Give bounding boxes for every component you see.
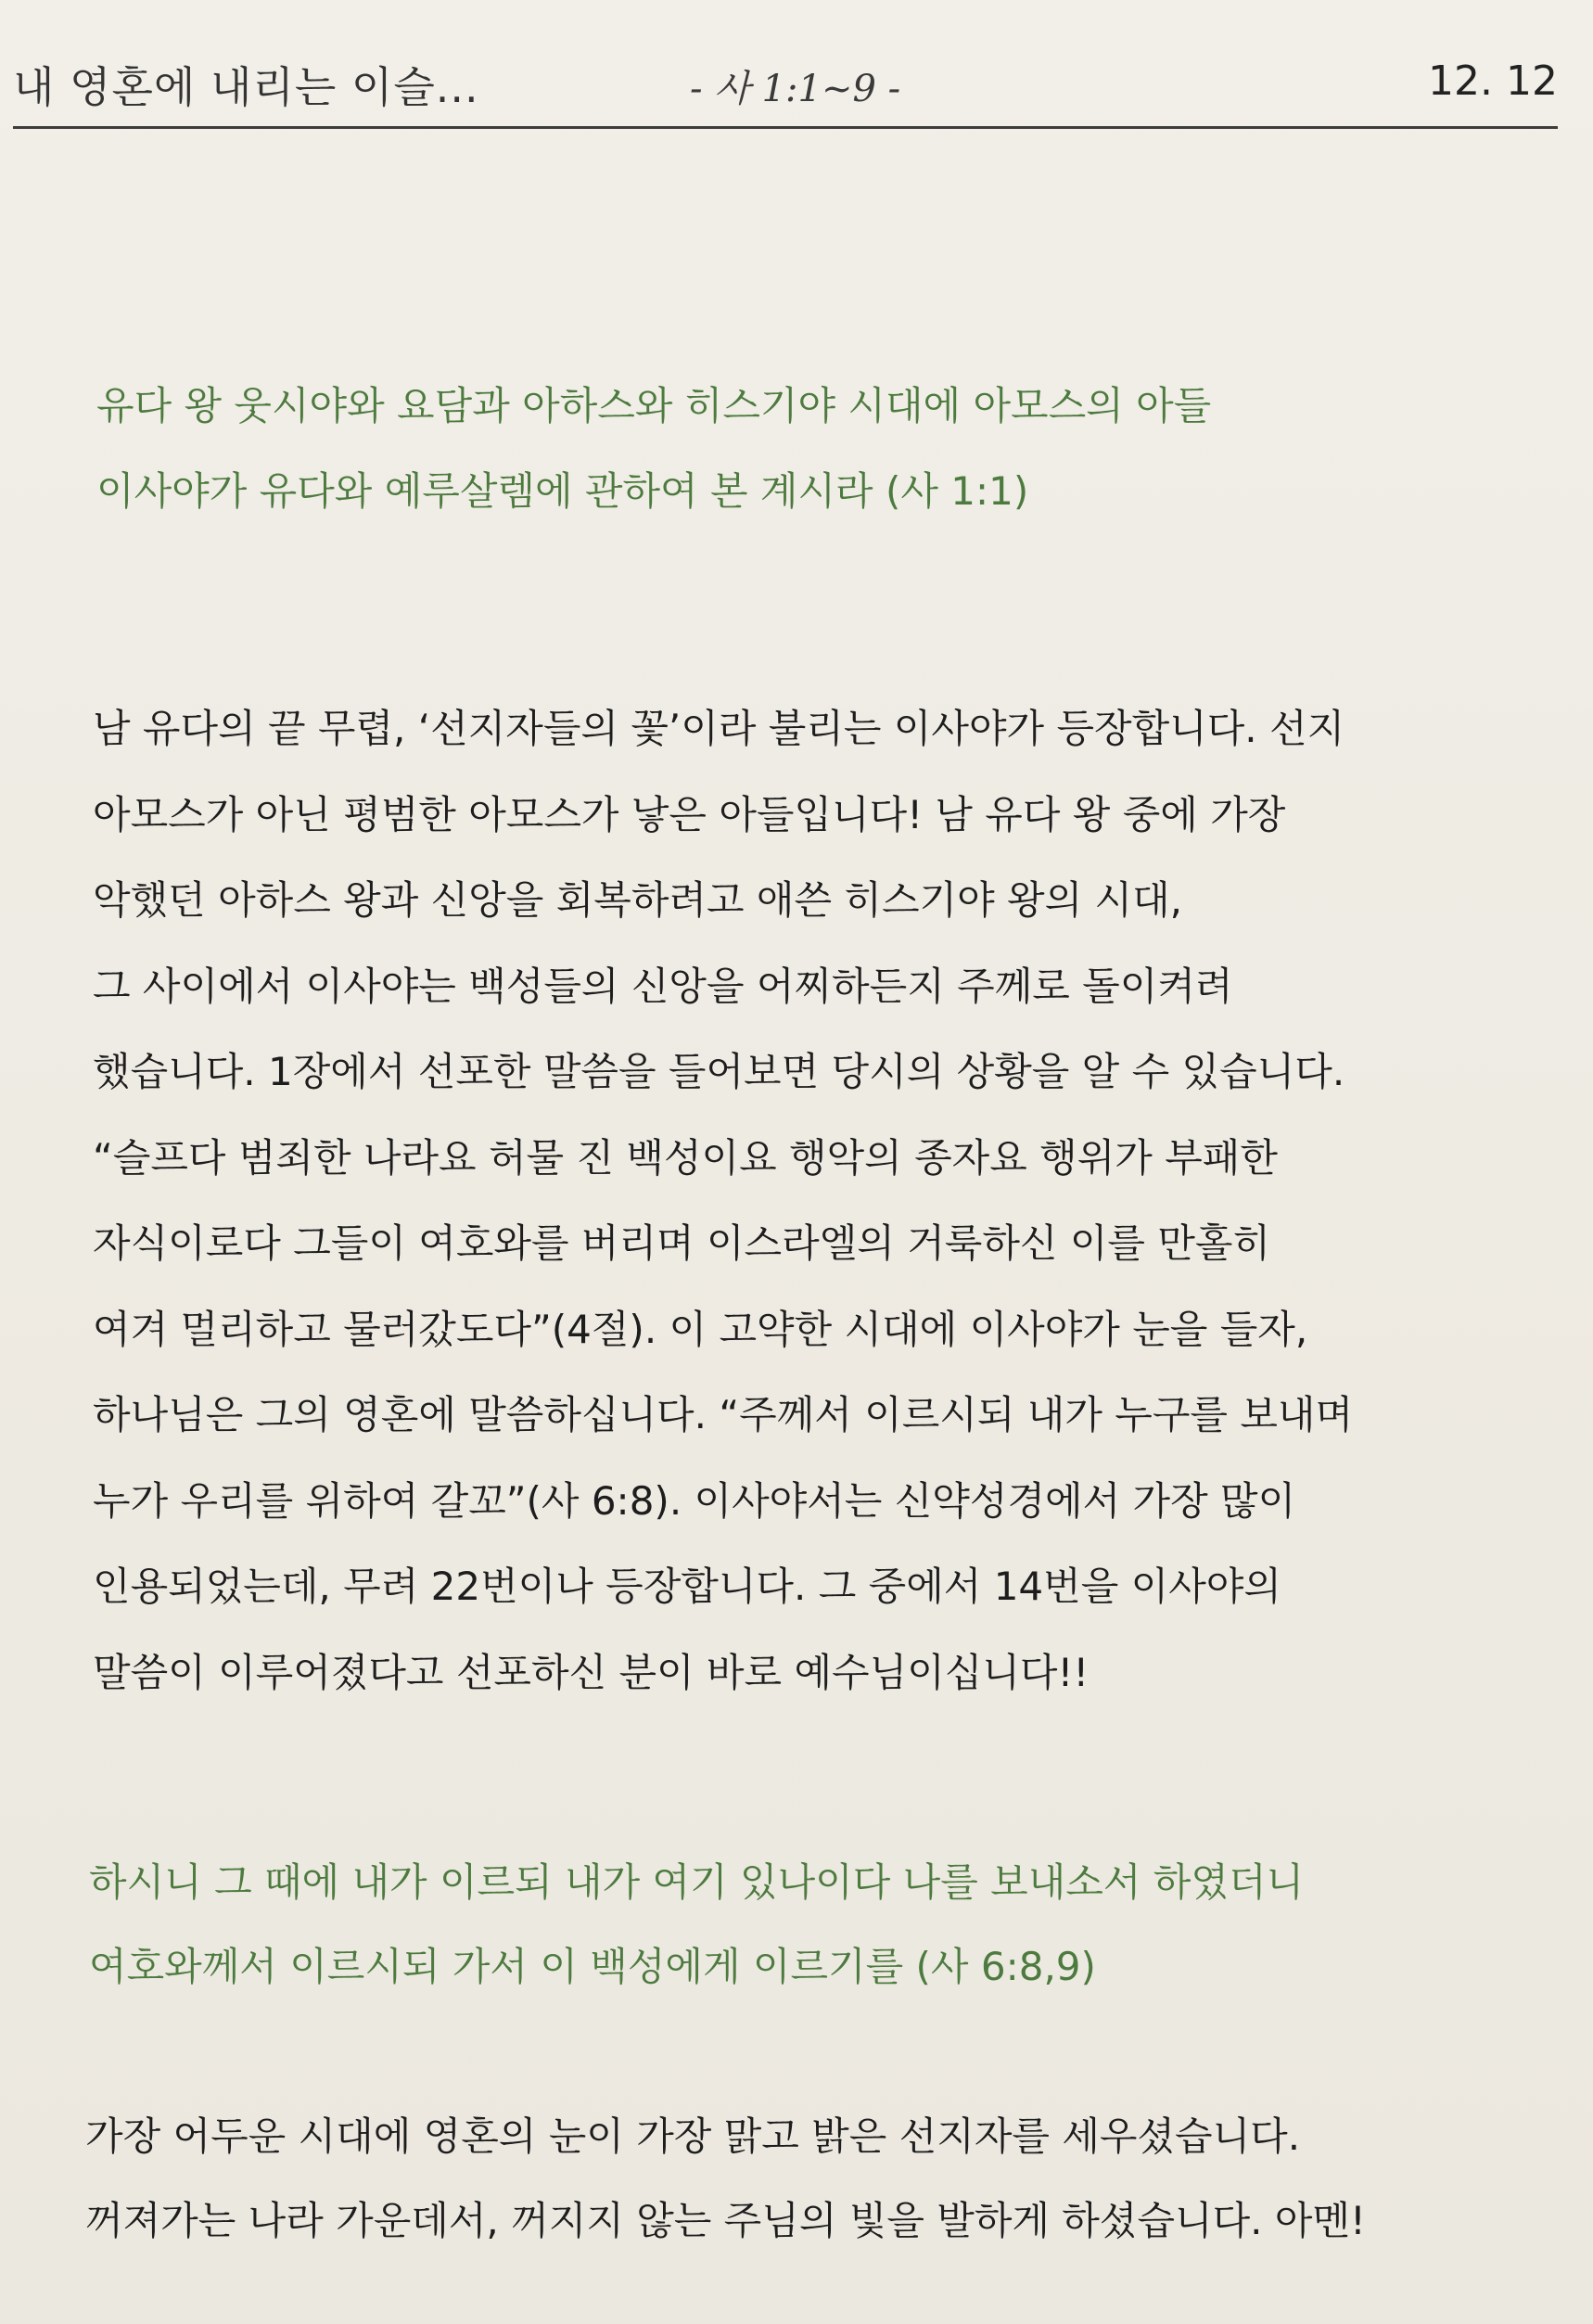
scripture-reference: - 사 1:1~9 - — [690, 68, 901, 110]
text-line: 하시니 그 때에 내가 이르되 내가 여기 있나이다 나를 보내소서 하였더니 — [89, 1859, 1305, 1905]
text-line: 꺼져가는 나라 가운데서, 꺼지지 않는 주님의 빛을 발하게 하셨습니다. 아멘! — [85, 2198, 1366, 2243]
text-line: 인용되었는데, 무려 22번이나 등장합니다. 그 중에서 14번을 이사야의 — [93, 1564, 1281, 1609]
text-line: 자식이로다 그들이 여호와를 버리며 이스라엘의 거룩하신 이를 만홀히 — [93, 1220, 1271, 1266]
page-header — [13, 37, 1558, 130]
meditation-paragraph-2 — [85, 2094, 1366, 2263]
meditation-paragraph-1 — [93, 686, 1353, 1716]
text-line: 악했던 아하스 왕과 신앙을 회복하려고 애쓴 히스기야 왕의 시대, — [93, 877, 1183, 923]
text-line: 하나님은 그의 영혼에 말씀하십니다. “주께서 이르시되 내가 누구를 보내며 — [93, 1392, 1354, 1437]
text-line: 남 유다의 끝 무렵, ‘선지자들의 꽃’이라 불리는 이사야가 등장합니다. 선지 — [93, 706, 1345, 751]
scripture-quote-1 — [96, 364, 1211, 534]
header-title: 내 영혼에 내리는 이슬... — [13, 62, 479, 112]
text-line: 이사야가 유다와 예루살렘에 관하여 본 계시라 (사 1:1) — [96, 468, 1029, 514]
text-line: 유다 왕 웃시야와 요담과 아하스와 히스기야 시대에 아모스의 아들 — [96, 383, 1212, 428]
text-line: 여호와께서 이르시되 가서 이 백성에게 이르기를 (사 6:8,9) — [89, 1944, 1096, 1989]
text-line: “슬프다 범죄한 나라요 허물 진 백성이요 행악의 종자요 행위가 부패한 — [93, 1134, 1278, 1181]
text-line: 했습니다. 1장에서 선포한 말씀을 들어보면 당시의 상황을 알 수 있습니다. — [93, 1049, 1345, 1094]
text-line: 여겨 멀리하고 물러갔도다”(4절). 이 고약한 시대에 이사야가 눈을 들자, — [93, 1306, 1308, 1352]
text-line: 아모스가 아닌 평범한 아모스가 낳은 아들입니다! 남 유다 왕 중에 가장 — [93, 791, 1286, 837]
scripture-quote-2 — [89, 1840, 1304, 2009]
text-line: 가장 어두운 시대에 영혼의 눈이 가장 맑고 밝은 선지자를 세우셨습니다. — [85, 2113, 1301, 2159]
header-date: 12. 12 — [1428, 57, 1558, 105]
text-line: 말씀이 이루어졌다고 선포하신 분이 바로 예수님이십니다!! — [93, 1649, 1090, 1695]
text-line: 누가 우리를 위하여 갈꼬”(사 6:8). 이사야서는 신약성경에서 가장 많이 — [93, 1477, 1296, 1524]
text-line: 그 사이에서 이사야는 백성들의 신앙을 어찌하든지 주께로 돌이켜려 — [93, 963, 1233, 1009]
header-divider — [13, 126, 1558, 129]
